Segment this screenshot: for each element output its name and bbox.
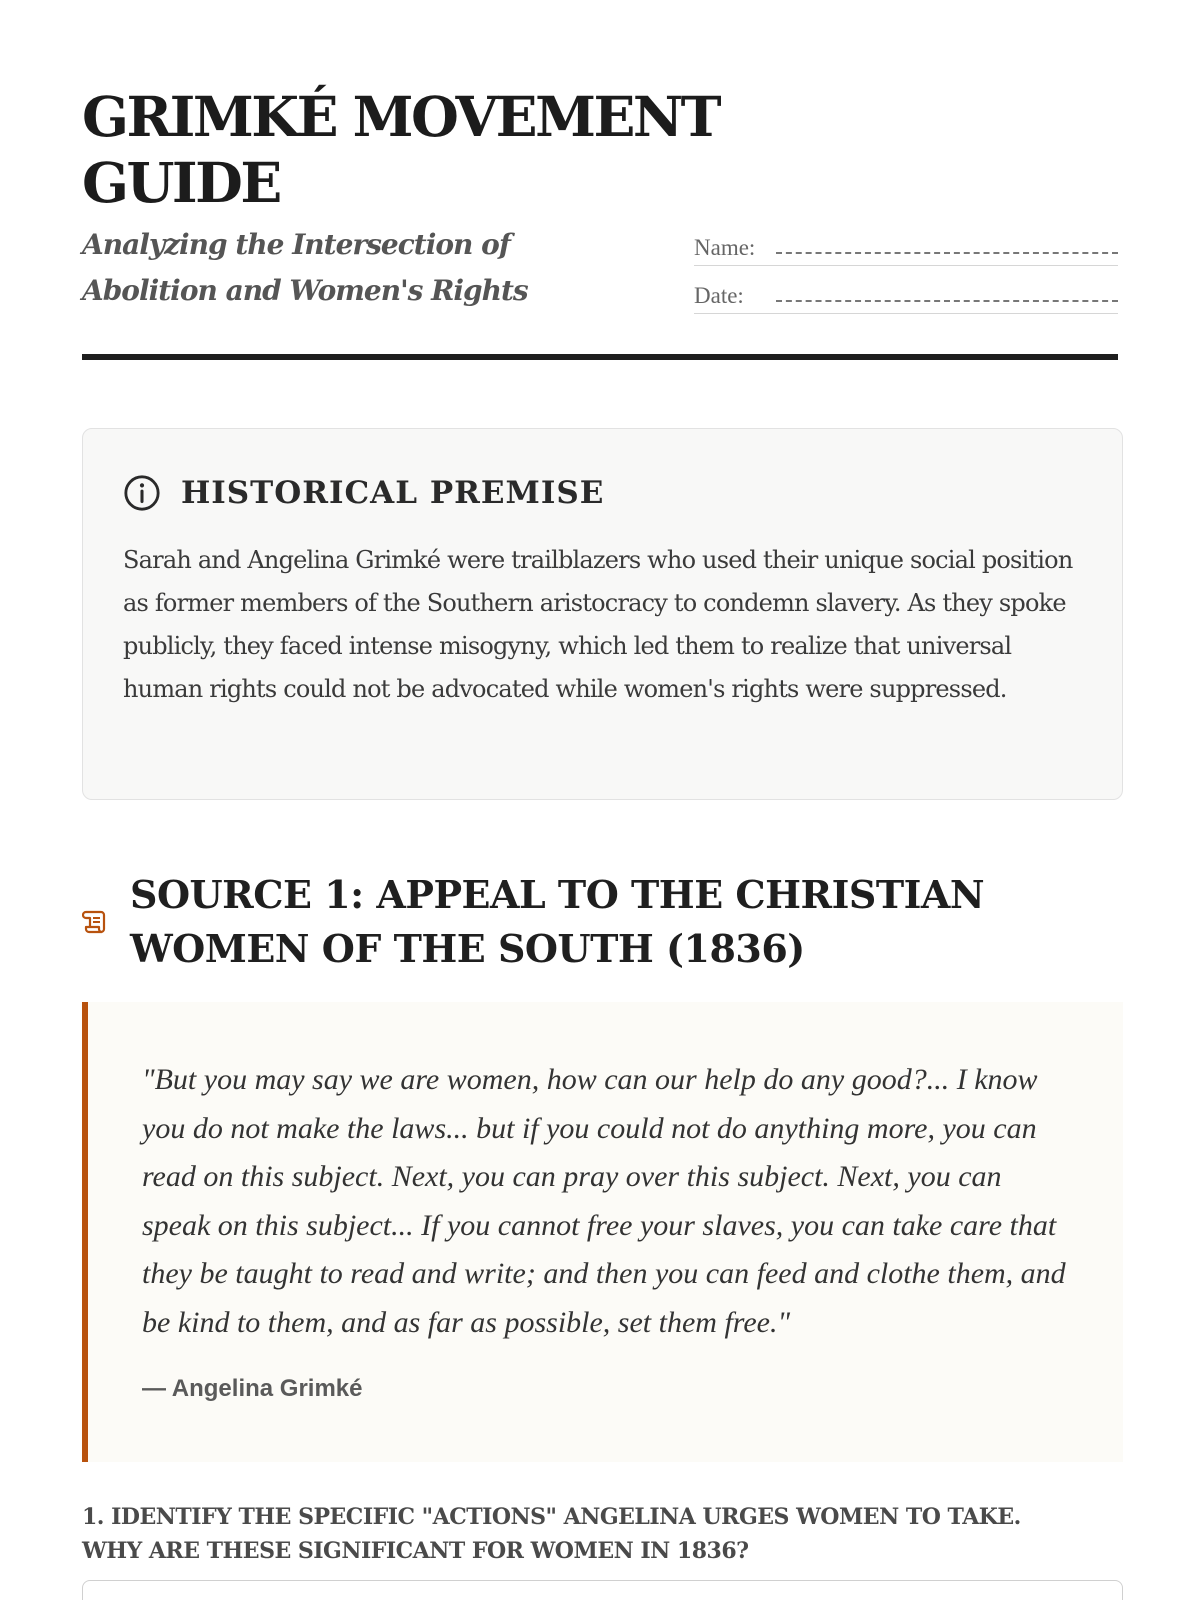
- premise-title: HISTORICAL PREMISE: [181, 475, 605, 511]
- header-divider: [82, 354, 1118, 360]
- student-info-fields: [694, 230, 1118, 326]
- premise-text: Sarah and Angelina Grimké were trailblazers who used their unique social position as former members of the Southern aristocracy to condemn slavery. As they spoke publicly, they faced intense misogyny, which led them to realize that universal human rights could not be advocated while women's rights were suppressed.: [123, 546, 1073, 703]
- quote-text: "But you may say we are women, how can our help do any good?... I know you do not make the laws... but if you could not do anything more, you can read on this subject. Next, you can pray over this subject. Next, you can speak on this subject... If you cannot free your slaves, you can take care that they be taught to read and write; and then you can feed and clothe them, and be kind to them, and as far as possible, set them free.": [142, 1063, 1066, 1339]
- question-1: 1. IDENTIFY THE SPECIFIC "ACTIONS" ANGELINA URGES WOMEN TO TAKE. WHY ARE THESE SIGNIFICANT FOR WOMEN IN 1836?: [82, 1504, 1021, 1564]
- name-label: Name:: [694, 235, 756, 260]
- source-1-quote: [82, 1002, 1123, 1462]
- name-blank-line[interactable]: [776, 252, 1118, 254]
- worksheet-header: [82, 0, 1118, 362]
- historical-premise-box: [82, 428, 1123, 800]
- question-1-answer-box[interactable]: [82, 1580, 1123, 1600]
- page-subtitle: Analyzing the Intersection of Abolition and Women's Rights: [82, 228, 528, 307]
- source-1-heading: [82, 868, 1123, 976]
- date-blank-line[interactable]: [776, 300, 1118, 302]
- info-icon: [123, 474, 161, 512]
- date-label: Date:: [694, 283, 744, 308]
- page-title: GRIMKÉ MOVEMENT GUIDE: [82, 84, 720, 215]
- date-field[interactable]: [694, 278, 1118, 314]
- name-field[interactable]: [694, 230, 1118, 266]
- premise-heading: [123, 471, 1082, 515]
- source-1-title: SOURCE 1: APPEAL TO THE CHRISTIAN WOMEN OF THE SOUTH (1836): [130, 872, 985, 971]
- quote-attribution: — Angelina Grimké: [142, 1375, 363, 1402]
- scroll-icon: [82, 909, 108, 935]
